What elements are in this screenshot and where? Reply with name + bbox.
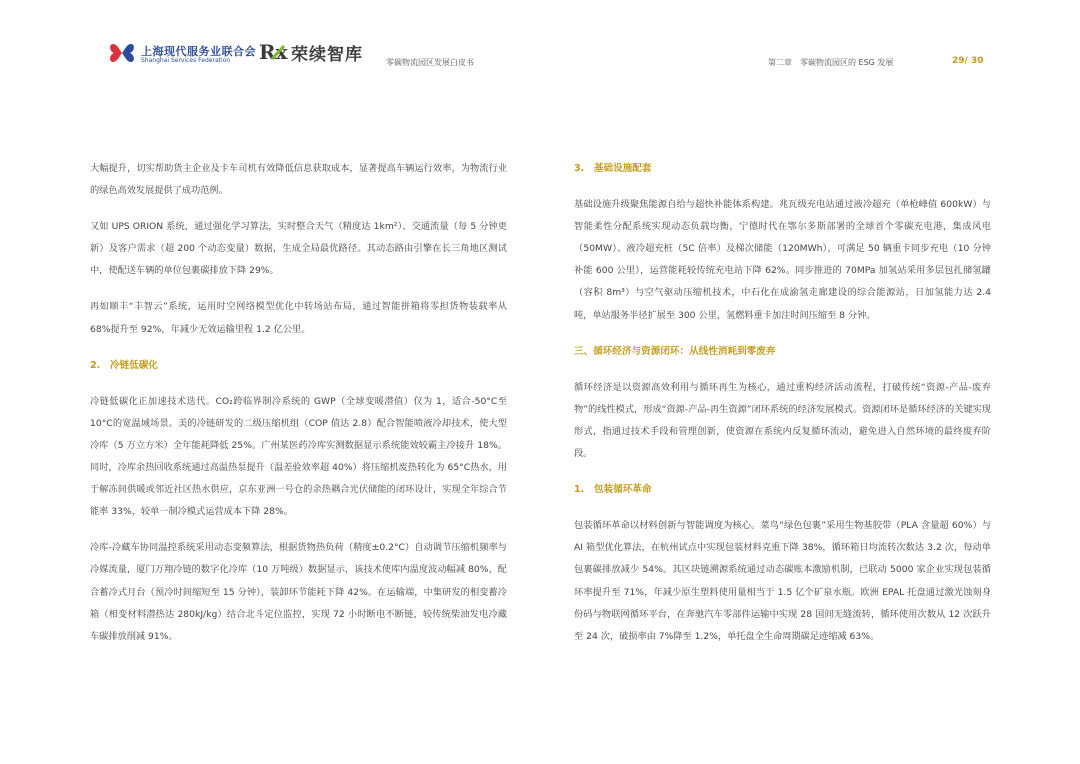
section-heading: 三、循环经济与资源闭环：从线性消耗到零废弃 xyxy=(574,345,776,357)
org-english-name: Shanghai Services Federation xyxy=(141,57,231,64)
brand-mark-text: Rx xyxy=(259,40,288,64)
section-heading: 2. 冷链低碳化 xyxy=(90,359,158,371)
paragraph: 冷库-冷藏车协同温控系统采用动态变频算法，根据货物热负荷（精度±0.2°C）自动调节压缩机频率与冷媒流量，厦门万翔冷链的数字化冷库（10 万吨级）数据显示，该技术使库内温度波动幅减 80%，配合蓄冷式月台（预冷时间缩短至 15 分钟），装卸环节能耗下降 42%。在运输端，中集研发的相变蓄冷箱（相变材料潜热达 280kJ/kg）结合北斗定位监控，实现 72 小时断电不断链，较传统柴油发电冷藏车碳排放削减 91%。 xyxy=(90,542,507,642)
right-column xyxy=(574,158,991,662)
paragraph: 冷链低碳化正加速技术迭代。CO₂跨临界制冷系统的 GWP（全球变暖潜值）仅为 1，适合-50°C至 10°C的宽温域场景。美的冷链研发的二级压缩机组（COP 值达 2.8）配合智能喷液冷却技术，使大型冷库（5 万立方米）全年能耗降低 25%。广州某医药冷库实测数据显示系统能效较霸主冷接升 18%。同时，冷库余热回收系统通过高温热泵提升（温差验效率超 40%）将压缩机废热转化为 65°C热水，用于解冻间供暖或邻近社区热水供应，京东亚洲一号仓的余热耦合光伏储能的闭环设计，实现全年综合节能率 33%，较单一制冷模式运营成本下降 28%。 xyxy=(90,395,507,518)
paragraph: 再如顺丰“丰智云”系统，运用时空网络模型优化中转场站布局，通过智能拼箱将零担货物装载率从 68%提升至 92%，年减少无效运输里程 1.2 亿公里。 xyxy=(90,301,507,335)
org-name: 上海现代服务业联合会 xyxy=(141,45,256,58)
chapter-title: 第二章 零碳物流园区的 ESG 发展 xyxy=(768,58,894,67)
paragraph: 又如 UPS ORION 系统，通过强化学习算法，实时整合天气（精度达 1km²）、交通流量（每 5 分钟更新）及客户需求（超 200 个动态变量）数据，生成全局最优路径。其动态路由引擎在长三角地区测试中，使配送车辆的单位包裹碳排放下降 29%。 xyxy=(90,221,507,277)
section-heading: 1. 包装循环革命 xyxy=(574,484,652,496)
brand-name: 荣续智库 xyxy=(291,45,363,65)
paragraph: 基础设施升级聚焦能源自给与超快补能体系构建。兆瓦级充电站通过液冷超充（单枪峰值 600kW）与智能柔性分配系统实现动态负载均衡，宁德时代在鄂尔多斯部署的全球首个零碳充电港，集成风电（50MW）、液冷超充桩（5C 倍率）及梯次储能（120MWh），可满足 50 辆重卡同步充电（10 分钟补能 600 公里），运营能耗较传统充电站下降 62%。同步推进的 70MPa 加氢站采用多层包扎储氢罐（容积 8m³）与空气驱动压缩机技术，中石化在成渝氢走廊建设的综合能源站，日加氢能力达 2.4 吨，单站服务半径扩展至 300 公里，氢燃料重卡加注时间压缩至 8 分钟。 xyxy=(574,199,991,321)
rongxu-logo-icon xyxy=(258,38,288,64)
page-header xyxy=(0,0,1080,90)
ssf-logo-icon xyxy=(108,40,136,66)
document-title: 零碳物流园区发展白皮书 xyxy=(386,58,474,67)
paragraph: 包装循环革命以材料创新与智能调度为核心。菜鸟“绿色包裹”采用生物基胶带（PLA 含量超 60%）与 AI 箱型优化算法，在杭州试点中实现包装材料克重下降 38%，循环箱日均流转次数达 3.2 次，每动单包裹碳排放减少 54%。其区块链溯源系统通过动态碳账本激励机制，已联动 5000 家企业实现包装循环率提升至 71%，年减少原生塑料使用量相当于 1.5 亿个矿泉水瓶。欧洲 EPAL 托盘通过激光蚀刻身份码与物联网循环平台，在奔驰汽车零部件运输中实现 28 国间无缝流转，循环使用次数从 12 次跃升至 24 次，破损率由 7%降至 1.2%，单托盘全生命周期碳足迹缩减 63%。 xyxy=(574,520,991,642)
left-column xyxy=(90,158,507,662)
section-heading: 3. 基础设施配套 xyxy=(574,163,652,174)
paragraph: 循环经济是以资源高效利用与循环再生为核心，通过重构经济活动流程，打破传统“资源-产品-废弃物”的线性模式，形成“资源-产品-再生资源”闭环系统的经济发展模式。资源闭环是循环经济的关键实现形式，指通过技术手段和管理创新，使资源在系统内反复循环流动，避免进入自然环境的最终废弃阶段。 xyxy=(574,381,991,460)
paragraph: 大幅提升，切实帮助货主企业及卡车司机有效降低信息获取成本，显著提高车辆运行效率，为物流行业的绿色高效发展提供了成功范例。 xyxy=(90,163,507,197)
page-number: 29/ 30 xyxy=(952,56,984,66)
